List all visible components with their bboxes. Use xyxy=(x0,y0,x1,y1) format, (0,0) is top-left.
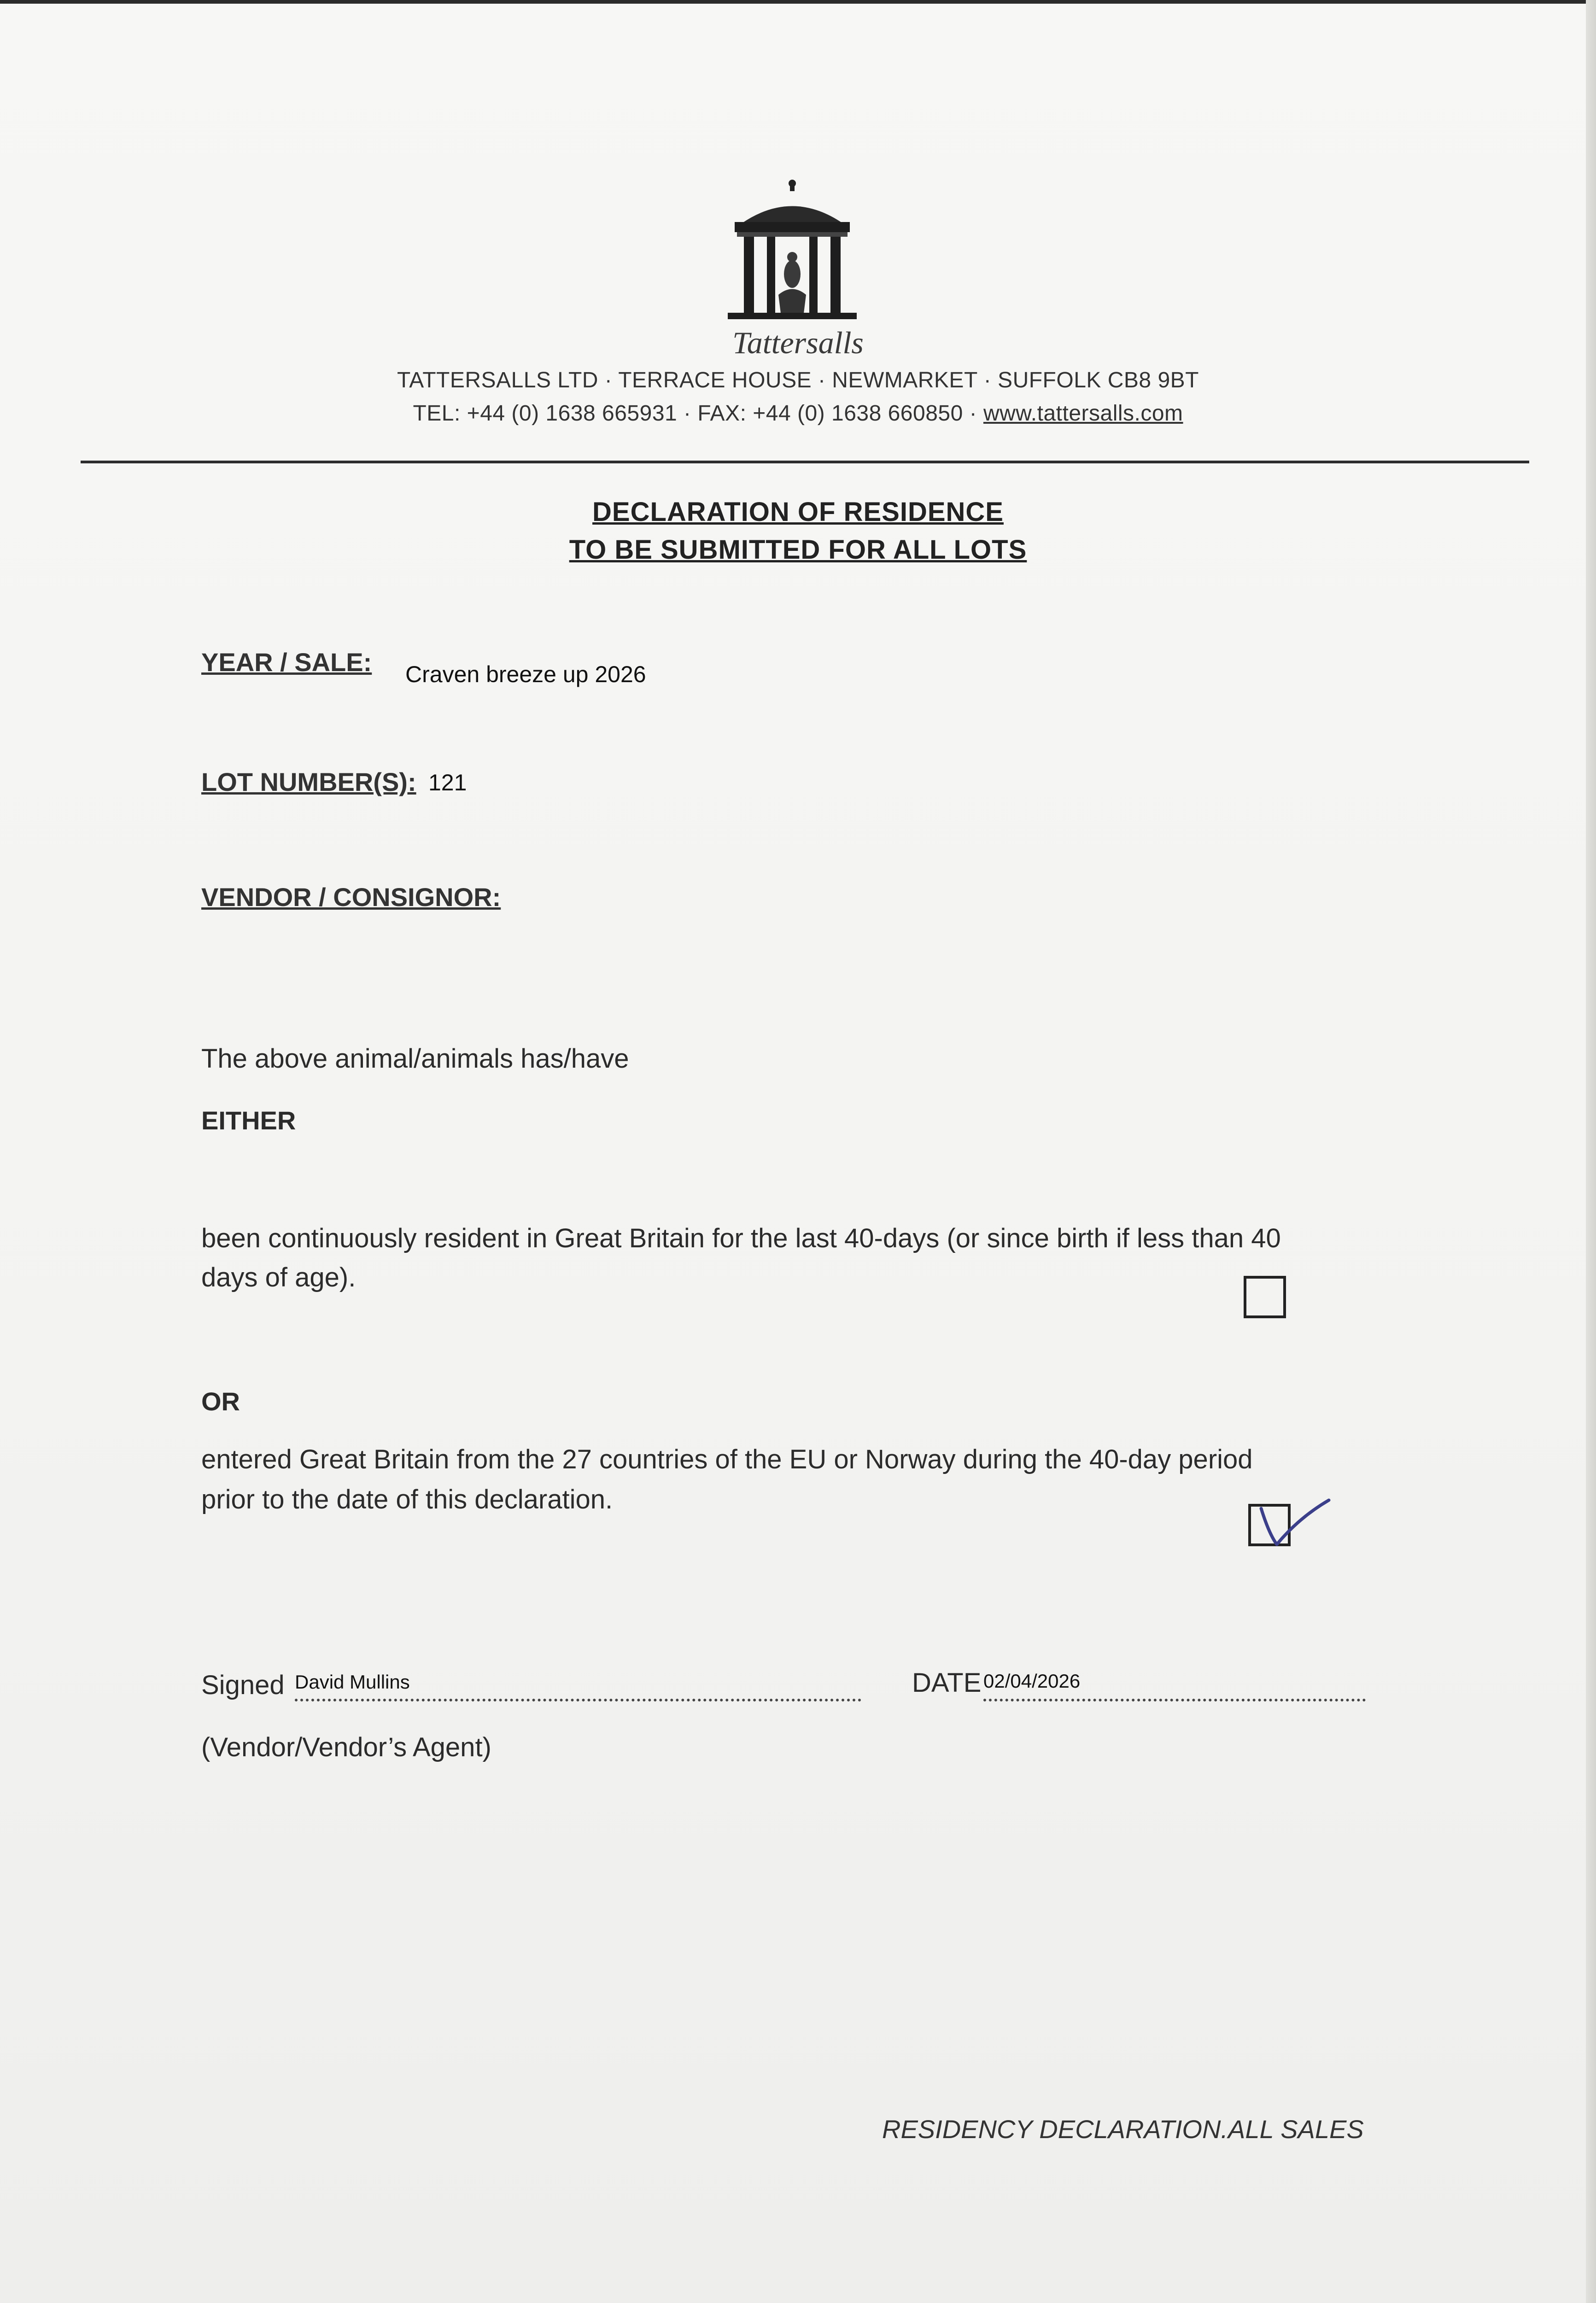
option1-checkbox[interactable] xyxy=(1244,1276,1286,1318)
signer-role-note: (Vendor/Vendor’s Agent) xyxy=(201,1732,491,1762)
header-divider xyxy=(81,461,1529,463)
or-label: OR xyxy=(201,1387,240,1416)
year-sale-value[interactable]: Craven breeze up 2026 xyxy=(405,661,646,687)
website-link[interactable]: www.tattersalls.com xyxy=(983,401,1183,426)
lot-number-label: LOT NUMBER(S): xyxy=(201,767,416,796)
pavilion-statue-logo-icon xyxy=(723,180,861,327)
document-subtitle: TO BE SUBMITTED FOR ALL LOTS xyxy=(569,535,1027,565)
either-label: EITHER xyxy=(201,1106,296,1135)
company-contact xyxy=(230,401,1366,426)
declaration-intro: The above animal/animals has/have xyxy=(201,1044,629,1074)
date-value[interactable]: 02/04/2026 xyxy=(983,1670,1081,1692)
form-reference: RESIDENCY DECLARATION.ALL SALES xyxy=(882,2115,1364,2144)
signed-label: Signed xyxy=(201,1670,285,1700)
scan-right-edge xyxy=(1586,0,1596,2303)
year-sale-label: YEAR / SALE: xyxy=(201,648,372,677)
checkmark-icon xyxy=(1244,1490,1336,1555)
option1-text-line2: days of age). xyxy=(201,1263,356,1292)
date-label: DATE xyxy=(912,1668,982,1698)
vendor-consignor-label: VENDOR / CONSIGNOR: xyxy=(201,883,501,912)
document-title: DECLARATION OF RESIDENCE xyxy=(592,497,1004,527)
lot-number-value[interactable]: 121 xyxy=(428,770,467,795)
scan-top-edge xyxy=(0,0,1596,4)
signed-value[interactable]: David Mullins xyxy=(295,1671,410,1693)
company-address: TATTERSALLS LTD · TERRACE HOUSE · NEWMARKET · SUFFOLK CB8 9BT xyxy=(397,368,1199,392)
option1-text-line1: been continuously resident in Great Britain for the last 40-days (or since birth if less than 40 xyxy=(201,1223,1281,1253)
date-line xyxy=(983,1699,1366,1701)
phone-fax: TEL: +44 (0) 1638 665931 · FAX: +44 (0) 1638 660850 · xyxy=(413,401,983,426)
brand-name: Tattersalls xyxy=(732,325,864,360)
option2-text-line1: entered Great Britain from the 27 countries of the EU or Norway during the 40-day period xyxy=(201,1444,1253,1474)
option2-text-line2: prior to the date of this declaration. xyxy=(201,1485,613,1514)
signature-line xyxy=(295,1699,861,1701)
